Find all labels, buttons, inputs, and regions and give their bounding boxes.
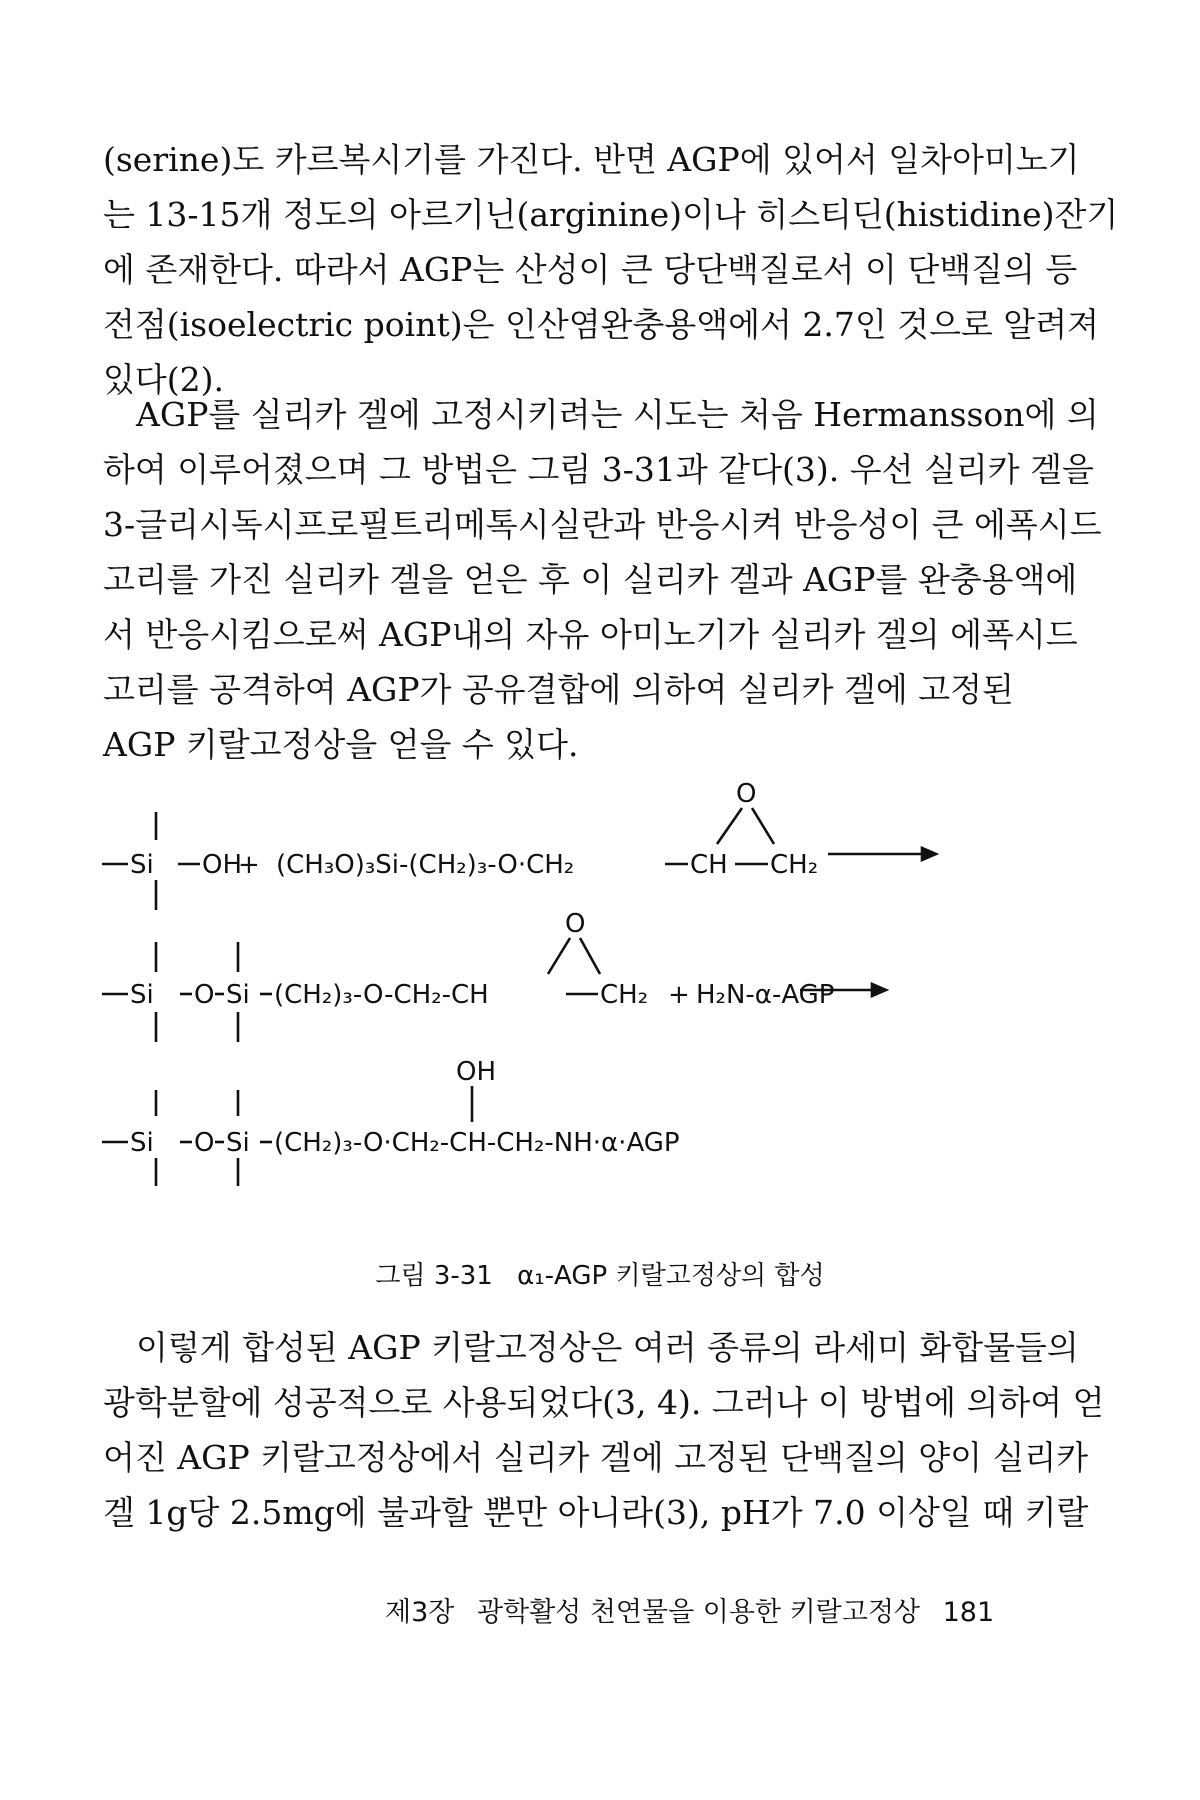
text-line: 하여 이루어졌으며 그 방법은 그림 3-31과 같다(3). 우선 실리카 겔을 bbox=[103, 450, 1094, 489]
text-line: 는 13-15개 정도의 아르기닌(arginine)이나 히스티딘(histidine)잔기 bbox=[103, 195, 1119, 234]
hydroxyl-group: OH bbox=[202, 850, 243, 880]
silicon-atom: Si bbox=[130, 1128, 154, 1158]
paragraph-2 bbox=[103, 387, 1102, 772]
plus-sign: + bbox=[668, 980, 690, 1010]
text-line: 이렇게 합성된 AGP 키랄고정상은 여러 종류의 라세미 화합물들의 bbox=[136, 1328, 1079, 1367]
text-line: 있다(2). bbox=[103, 360, 224, 399]
text-line: 고리를 공격하여 AGP가 공유결합에 의하여 실리카 겔에 고정된 bbox=[103, 670, 1014, 709]
text-line: 고리를 가진 실리카 겔을 얻은 후 이 실리카 겔과 AGP를 완충용액에 bbox=[103, 560, 1078, 599]
silane-reagent: (CH₃O)₃Si-(CH₂)₃-O·CH₂ bbox=[276, 850, 575, 880]
agp-reagent: H₂N-α-AGP bbox=[696, 980, 835, 1010]
agp-bonded-chain: (CH₂)₃-O·CH₂-CH-CH₂-NH·α·AGP bbox=[274, 1128, 680, 1158]
reaction-scheme bbox=[100, 780, 1020, 1250]
text-line: 어진 AGP 키랄고정상에서 실리카 겔에 고정된 단백질의 양이 실리카 bbox=[103, 1438, 1089, 1477]
figure-title: α₁-AGP 키랄고정상의 합성 bbox=[517, 1261, 825, 1291]
text-line: (serine)도 카르복시기를 가진다. 반면 AGP에 있어서 일차아미노기 bbox=[103, 140, 1080, 179]
epoxide-ch: CH bbox=[690, 850, 728, 880]
epoxide-ch2: CH₂ bbox=[600, 980, 649, 1010]
silicon-atom: Si bbox=[130, 850, 154, 880]
silicon-atom: Si bbox=[226, 1128, 250, 1158]
silicon-atom: Si bbox=[130, 980, 154, 1010]
chapter-title: 광학활성 천연물을 이용한 키랄고정상 bbox=[476, 1597, 920, 1628]
epoxide-oxygen: O bbox=[565, 909, 586, 939]
epoxide-ch2: CH₂ bbox=[770, 850, 819, 880]
text-line: AGP를 실리카 겔에 고정시키려는 시도는 처음 Hermansson에 의 bbox=[136, 395, 1099, 434]
page-number: 181 bbox=[942, 1597, 995, 1628]
text-line: 광학분할에 성공적으로 사용되었다(3, 4). 그러나 이 방법에 의하여 얻 bbox=[103, 1383, 1105, 1422]
figure-caption bbox=[0, 1255, 1200, 1292]
text-line: 겔 1g당 2.5mg에 불과할 뿐만 아니라(3), pH가 7.0 이상일 때 키랄 bbox=[103, 1493, 1089, 1532]
plus-sign: + bbox=[238, 850, 260, 880]
text-line: 에 존재한다. 따라서 AGP는 산성이 큰 당단백질로서 이 단백질의 등 bbox=[103, 250, 1078, 289]
text-line: 전점(isoelectric point)은 인산염완충용액에서 2.7인 것으로 알려져 bbox=[103, 305, 1099, 344]
oxygen-bridge: O bbox=[194, 1128, 215, 1158]
page-footer bbox=[385, 1590, 995, 1629]
oxygen-bridge: O bbox=[194, 980, 215, 1010]
text-line: 서 반응시킴으로써 AGP내의 자유 아미노기가 실리카 겔의 에폭시드 bbox=[103, 615, 1078, 654]
figure-number: 그림 3-31 bbox=[375, 1261, 493, 1291]
chapter-label: 제3장 bbox=[385, 1597, 455, 1628]
epoxide-oxygen: O bbox=[736, 780, 757, 809]
text-line: 3-글리시독시프로필트리메톡시실란과 반응시켜 반응성이 큰 에폭시드 bbox=[103, 505, 1102, 544]
silicon-atom: Si bbox=[226, 980, 250, 1010]
paragraph-1 bbox=[103, 132, 1119, 407]
hydroxyl-group: OH bbox=[456, 1057, 497, 1087]
glycidyl-chain: (CH₂)₃-O-CH₂-CH bbox=[274, 980, 489, 1010]
paragraph-3 bbox=[103, 1320, 1105, 1540]
text-line: AGP 키랄고정상을 얻을 수 있다. bbox=[103, 725, 579, 764]
